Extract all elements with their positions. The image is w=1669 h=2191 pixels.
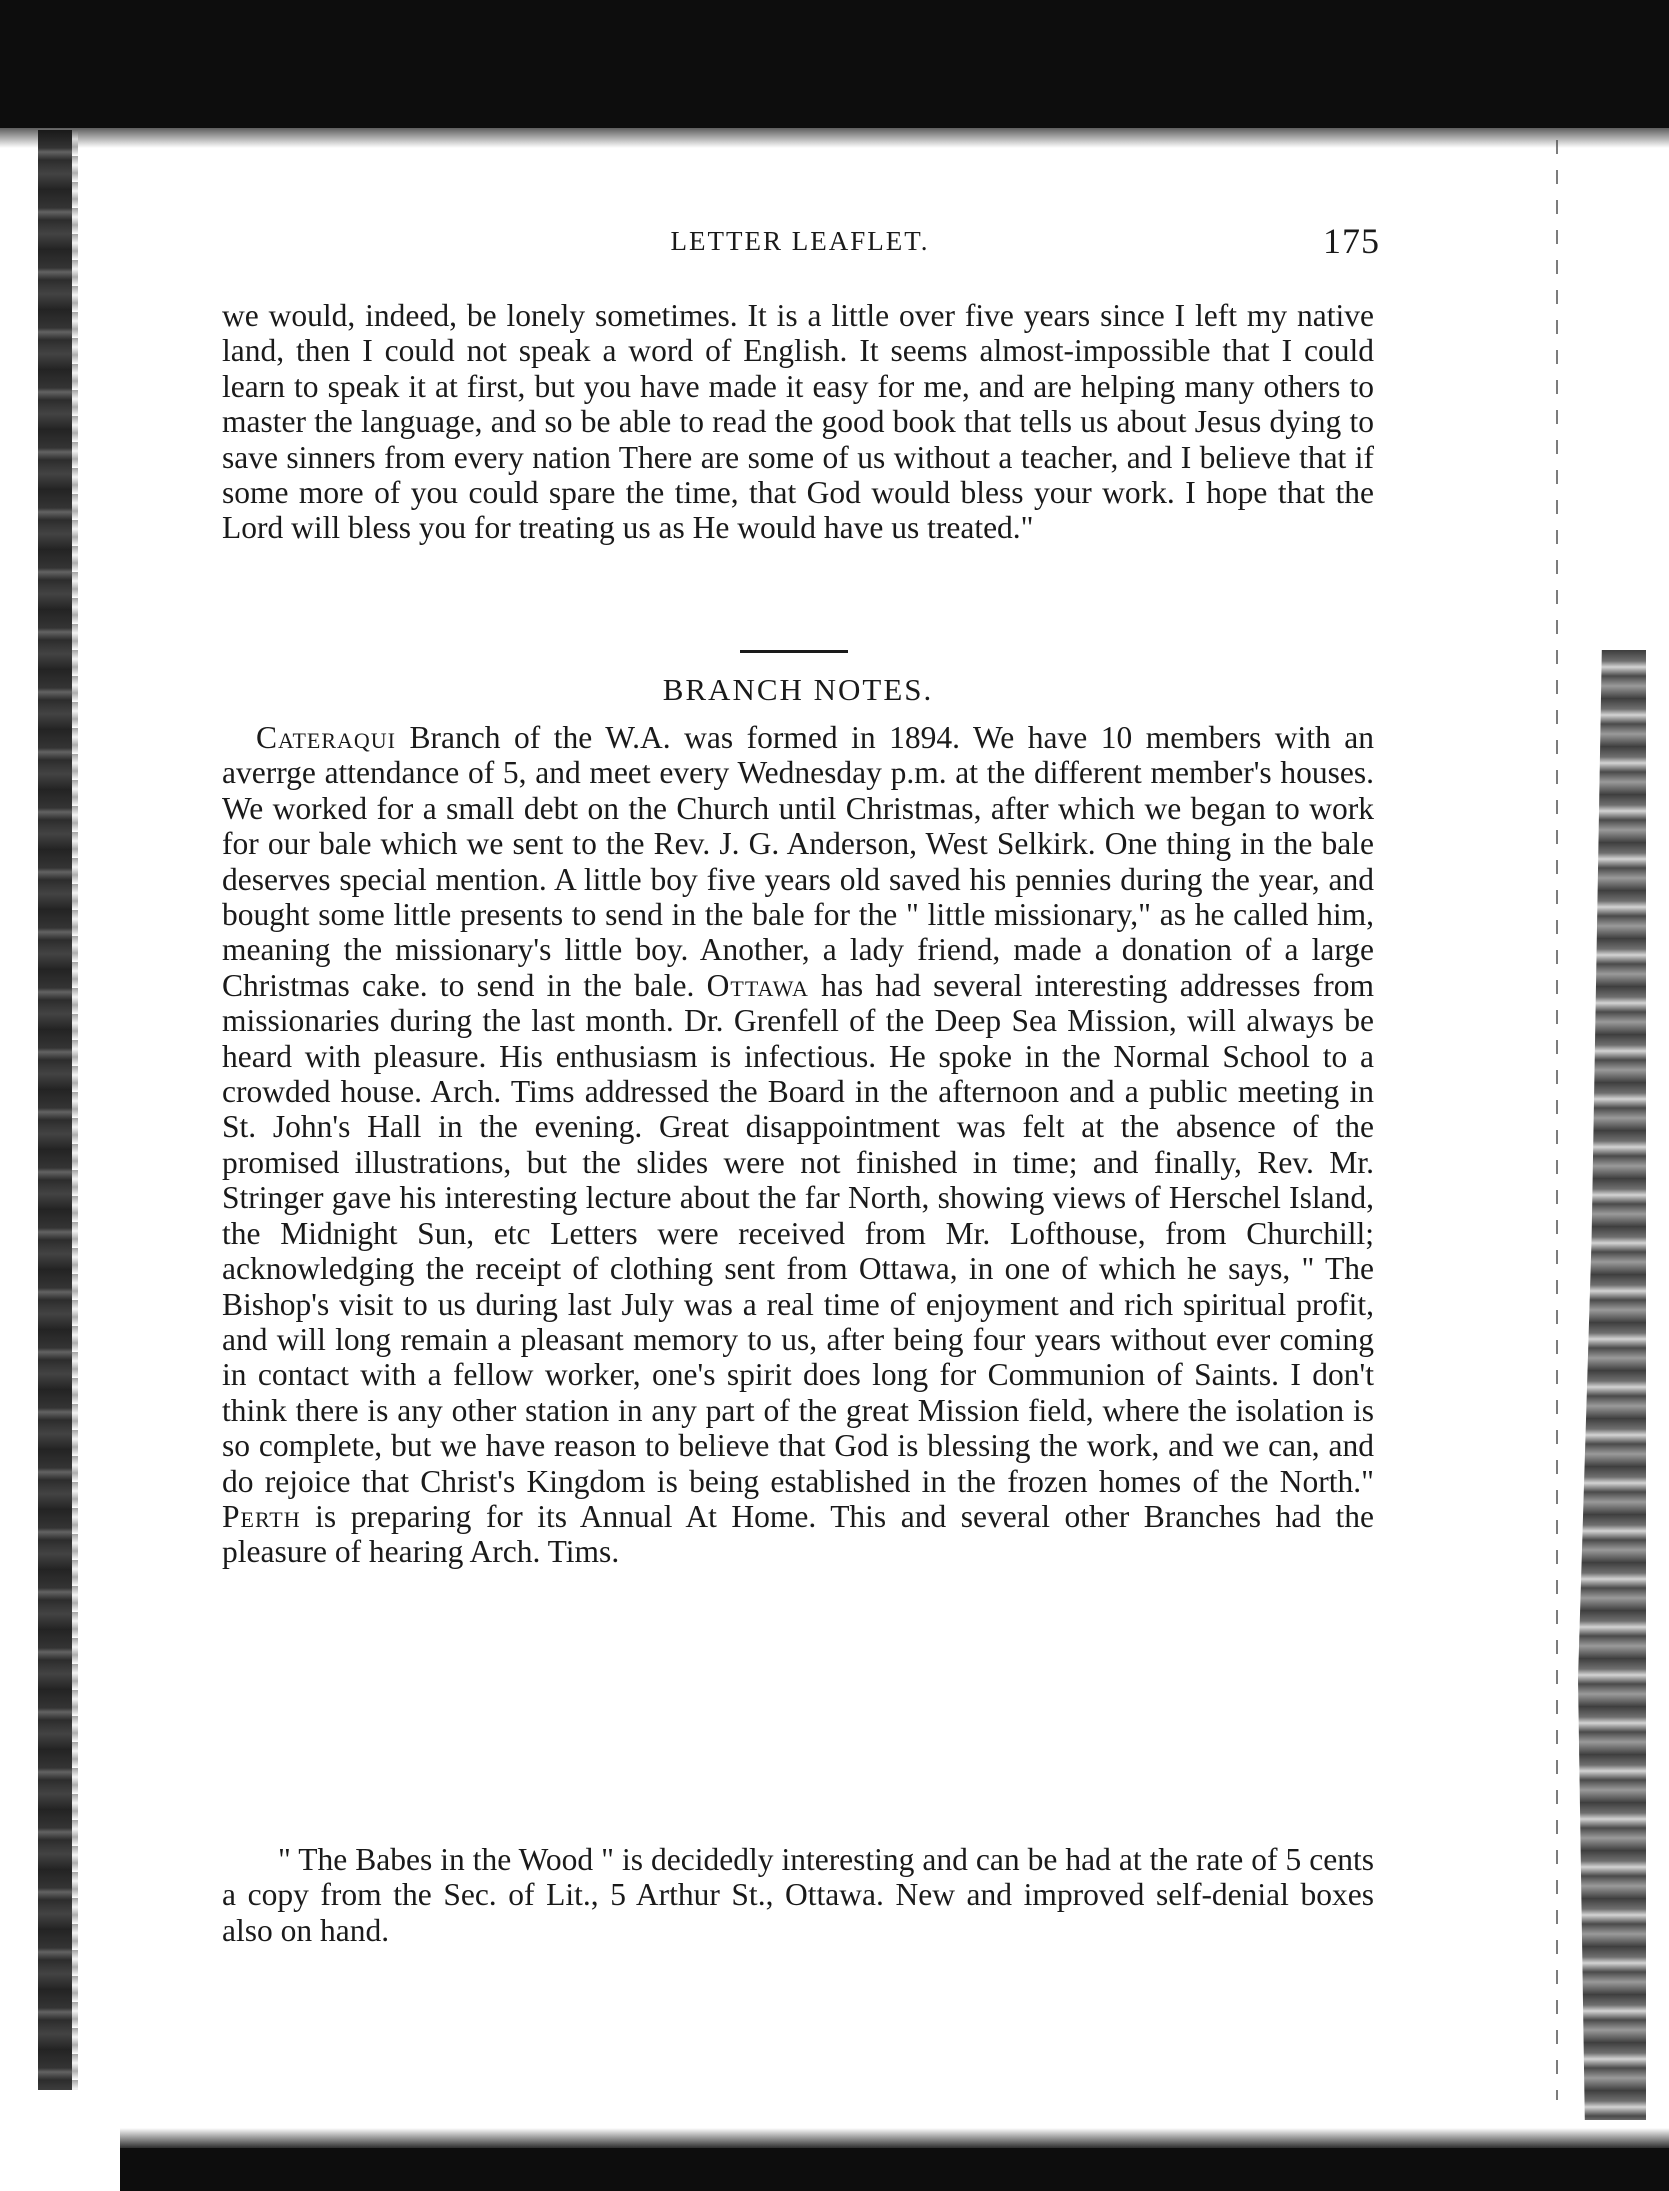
scan-top-shadow: [0, 118, 1669, 148]
page-number: 175: [1323, 221, 1380, 261]
running-head: [220, 220, 1380, 260]
branch-text-perth: is preparing for its Annual At Home. This and several other Branches had the pleasure of hearing Arch. Tims.: [222, 1498, 1374, 1570]
branch-text-cataraqui: Branch of the W.A. was formed in 1894. We have 10 members with an averrge attendance of 5, and meet every Wednesday p.m. at the different member's houses. We worked for a small debt on the Church until Christmas, after which we began to work for our bale which we sent to the Rev. J. G. Anderson, West Selkirk. One thing in the bale deserves special mention. A little boy five years old saved his pennies during the year, and bought some little presents to send in the bale for the " little missionary," as he called him, meaning the missionary's little boy. Another, a lady friend, made a donation of a large Christmas cake. to send in the bale.: [222, 720, 1374, 1003]
scan-top-border: [0, 0, 1669, 128]
scan-right-border: [1578, 650, 1646, 2120]
branch-notes-paragraph: [222, 720, 1374, 1570]
closing-paragraph: [222, 1842, 1374, 1948]
scan-left-binding: [38, 130, 72, 2090]
branch-text-ottawa: has had several interesting addresses from missionaries during the last month. Dr. Grenfell of the Deep Sea Mission, will always be heard with pleasure. His enthusiasm is infectious. He spoke in the Normal School to a crowded house. Arch. Tims addressed the Board in the afternoon and a public meeting in St. John's Hall in the evening. Great disappointment was felt at the absence of the promised illustrations, but the slides were not finished in time; and finally, Rev. Mr. Stringer gave his interesting lecture about the far North, showing views of Herschel Island, the Midnight Sun, etc Letters were received from Mr. Lofthouse, from Churchill; acknowledging the receipt of clothing sent from Ottawa, in one of which he says, " The Bishop's visit to us during last July was a real time of enjoyment and rich spiritual profit, and will long remain a pleasant memory to us, after being four years without ever coming in contact with a fellow worker, one's spirit does long for Communion of Saints. I don't think there is any other station in any part of the great Mission field, where the isolation is so complete, but we have reason to believe that God is blessing the work, and we can, and do rejoice that Christ's Kingdom is being established in the frozen homes of the North.": [222, 967, 1374, 1499]
opening-paragraph-text: we would, indeed, be lonely sometimes. It is a little over five years since I left my native land, then I could not speak a word of English. It seems almost-impossible that I could learn to speak it at first, but you have made it easy for me, and are helping many others to master the language, and so be able to read the good book that tells us about Jesus dying to save sinners from every nation There are some of us without a teacher, and I believe that if some more of you could spare the time, that God would bless your work. I hope that the Lord will bless you for treating us as He would have us treated.": [222, 298, 1374, 546]
branch-name-ottawa: Ottawa: [706, 967, 809, 1003]
branch-notes-heading: BRANCH NOTES.: [662, 672, 934, 707]
running-title: LETTER LEAFLET.: [670, 226, 930, 256]
section-divider: [740, 650, 848, 653]
closing-paragraph-text: " The Babes in the Wood " is decidedly interesting and can be had at the rate of 5 cents a copy from the Sec. of Lit., 5 Arthur St., Ottawa. New and improved self-denial boxes also on hand.: [222, 1842, 1374, 1948]
branch-notes-text: [222, 720, 1374, 1570]
branch-name-cataraqui: Cateraqui: [256, 720, 396, 755]
scan-right-edge: [1556, 140, 1558, 2100]
opening-paragraph: [222, 298, 1374, 546]
branch-name-perth: Perth: [222, 1498, 301, 1534]
scan-left-binding-edge: [72, 130, 78, 2090]
scan-bottom-shadow: [120, 2128, 1669, 2150]
scan-bottom-border: [120, 2148, 1669, 2191]
